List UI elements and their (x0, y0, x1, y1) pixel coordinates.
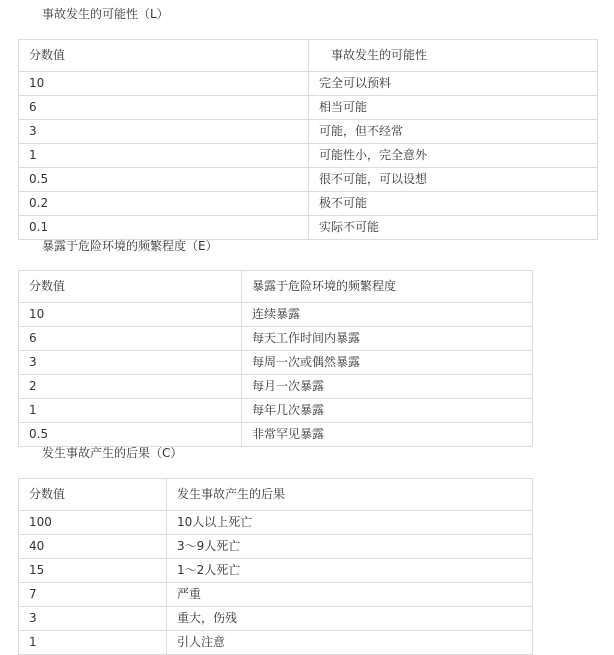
score-cell: 3 (19, 120, 309, 144)
description-cell: 每月一次暴露 (242, 375, 533, 399)
description-cell: 非常罕见暴露 (242, 423, 533, 447)
description-cell: 可能性小，完全意外 (309, 144, 598, 168)
header-exposure: 暴露于危险环境的频繁程度 (242, 271, 533, 303)
score-cell: 10 (19, 72, 309, 96)
description-cell: 每天工作时间内暴露 (242, 327, 533, 351)
score-cell: 0.1 (19, 216, 309, 240)
score-cell: 100 (19, 511, 167, 535)
score-cell: 6 (19, 96, 309, 120)
table-row (19, 303, 533, 327)
description-cell: 相当可能 (309, 96, 598, 120)
description-cell: 可能，但不经常 (309, 120, 598, 144)
table-row (19, 535, 533, 559)
consequence-table (18, 478, 533, 655)
score-cell: 0.5 (19, 423, 242, 447)
description-cell: 重大，伤残 (167, 607, 533, 631)
table-row (19, 399, 533, 423)
table-row (19, 375, 533, 399)
header-score: 分数值 (19, 271, 242, 303)
score-cell: 3 (19, 607, 167, 631)
description-cell: 1～2人死亡 (167, 559, 533, 583)
score-cell: 7 (19, 583, 167, 607)
table-row (19, 120, 598, 144)
section-title-likelihood: 事故发生的可能性（L） (42, 7, 169, 21)
table-row (19, 144, 598, 168)
likelihood-table (18, 39, 598, 240)
description-cell: 10人以上死亡 (167, 511, 533, 535)
description-cell: 每年几次暴露 (242, 399, 533, 423)
score-cell: 3 (19, 351, 242, 375)
description-cell: 实际不可能 (309, 216, 598, 240)
description-cell: 每周一次或偶然暴露 (242, 351, 533, 375)
table-header-row (19, 271, 533, 303)
score-cell: 1 (19, 399, 242, 423)
table-row (19, 168, 598, 192)
table-row (19, 192, 598, 216)
table-row (19, 511, 533, 535)
table-row (19, 72, 598, 96)
description-cell: 3～9人死亡 (167, 535, 533, 559)
table-row (19, 327, 533, 351)
table-row (19, 583, 533, 607)
score-cell: 6 (19, 327, 242, 351)
header-score: 分数值 (19, 479, 167, 511)
score-cell: 10 (19, 303, 242, 327)
description-cell: 完全可以预料 (309, 72, 598, 96)
description-cell: 很不可能，可以设想 (309, 168, 598, 192)
description-cell: 严重 (167, 583, 533, 607)
section-title-consequence: 发生事故产生的后果（C） (42, 446, 183, 460)
score-cell: 15 (19, 559, 167, 583)
exposure-table (18, 270, 533, 447)
score-cell: 0.5 (19, 168, 309, 192)
score-cell: 0.2 (19, 192, 309, 216)
header-consequence: 发生事故产生的后果 (167, 479, 533, 511)
header-score: 分数值 (19, 40, 309, 72)
description-cell: 极不可能 (309, 192, 598, 216)
score-cell: 1 (19, 631, 167, 655)
table-row (19, 631, 533, 655)
score-cell: 2 (19, 375, 242, 399)
score-cell: 1 (19, 144, 309, 168)
score-cell: 40 (19, 535, 167, 559)
table-row (19, 96, 598, 120)
description-cell: 引人注意 (167, 631, 533, 655)
table-header-row (19, 40, 598, 72)
table-header-row (19, 479, 533, 511)
table-row (19, 607, 533, 631)
table-row (19, 351, 533, 375)
table-row (19, 559, 533, 583)
section-title-exposure: 暴露于危险环境的频繁程度（E） (42, 239, 218, 253)
description-cell: 连续暴露 (242, 303, 533, 327)
header-likelihood: 事故发生的可能性 (309, 40, 598, 72)
